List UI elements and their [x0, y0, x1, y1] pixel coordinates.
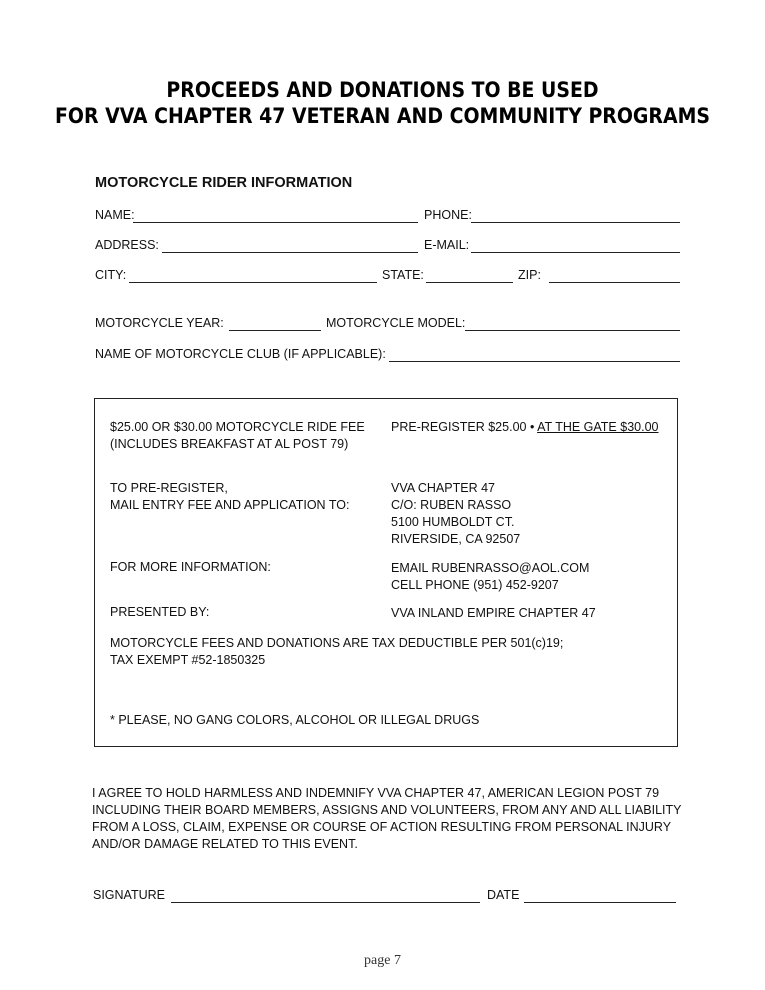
name-field[interactable] — [133, 208, 418, 223]
state-field[interactable] — [426, 268, 513, 283]
fee-line-2: (INCLUDES BREAKFAST AT AL POST 79) — [110, 437, 349, 451]
mail-address-2: C/O: RUBEN RASSO — [391, 498, 512, 512]
event-info-box — [94, 398, 678, 747]
email-label: E-MAIL: — [424, 238, 470, 252]
date-label: DATE — [487, 888, 520, 902]
year-label: MOTORCYCLE YEAR: — [95, 316, 224, 330]
presented-by-label: PRESENTED BY: — [110, 605, 210, 619]
city-state-zip-row — [0, 268, 765, 288]
city-field[interactable] — [129, 268, 377, 283]
year-model-row — [0, 316, 765, 336]
address-email-row — [0, 238, 765, 258]
page-number: page 7 — [364, 953, 401, 968]
name-label: NAME: — [95, 208, 135, 222]
model-label: MOTORCYCLE MODEL: — [326, 316, 466, 330]
email-field[interactable] — [471, 238, 680, 253]
name-phone-row — [0, 208, 765, 228]
more-info-label: FOR MORE INFORMATION: — [110, 560, 271, 574]
contact-phone: CELL PHONE (951) 452-9207 — [391, 578, 559, 592]
club-label: NAME OF MOTORCYCLE CLUB (IF APPLICABLE): — [95, 347, 386, 361]
contact-email: EMAIL RUBENRASSO@AOL.COM — [391, 561, 590, 575]
date-field[interactable] — [524, 888, 676, 903]
agreement-line-1: I AGREE TO HOLD HARMLESS AND INDEMNIFY VVA CHAPTER 47, AMERICAN LEGION POST 79 — [92, 786, 660, 800]
agreement-line-2: INCLUDING THEIR BOARD MEMBERS, ASSIGNS AND VOLUNTEERS, FROM ANY AND ALL LIABILITY — [92, 803, 682, 817]
price-line — [391, 419, 658, 436]
address-label: ADDRESS: — [95, 238, 159, 252]
title-line-1: PROCEEDS AND DONATIONS TO BE USED — [166, 78, 599, 102]
phone-field[interactable] — [471, 208, 680, 223]
address-field[interactable] — [162, 238, 418, 253]
signature-row — [0, 888, 765, 908]
agreement-line-3: FROM A LOSS, CLAIM, EXPENSE OR COURSE OF ACTION RESULTING FROM PERSONAL INJURY — [92, 820, 672, 834]
zip-field[interactable] — [549, 268, 680, 283]
state-label: STATE: — [382, 268, 424, 282]
mail-address-4: RIVERSIDE, CA 92507 — [391, 532, 521, 546]
tax-line-1: MOTORCYCLE FEES AND DONATIONS ARE TAX DEDUCTIBLE PER 501(c)19; — [110, 636, 564, 650]
title-line-2: FOR VVA CHAPTER 47 VETERAN AND COMMUNITY PROGRAMS — [55, 104, 710, 128]
mail-address-1: VVA CHAPTER 47 — [391, 481, 495, 495]
liability-agreement — [92, 785, 692, 853]
signature-label: SIGNATURE — [93, 888, 165, 902]
presenter: VVA INLAND EMPIRE CHAPTER 47 — [391, 606, 596, 620]
rider-info-heading: MOTORCYCLE RIDER INFORMATION — [95, 175, 353, 191]
signature-field[interactable] — [171, 888, 480, 903]
year-field[interactable] — [229, 316, 321, 331]
club-row — [0, 347, 765, 367]
club-field[interactable] — [389, 347, 680, 362]
page-title — [0, 77, 765, 129]
mail-line-1: TO PRE-REGISTER, — [110, 481, 228, 495]
fee-line-1: $25.00 OR $30.00 MOTORCYCLE RIDE FEE — [110, 420, 365, 434]
model-field[interactable] — [465, 316, 680, 331]
rules-note: * PLEASE, NO GANG COLORS, ALCOHOL OR ILLEGAL DRUGS — [110, 713, 480, 727]
mail-line-2: MAIL ENTRY FEE AND APPLICATION TO: — [110, 498, 350, 512]
tax-line-2: TAX EXEMPT #52-1850325 — [110, 653, 266, 667]
city-label: CITY: — [95, 268, 127, 282]
preregister-price: PRE-REGISTER $25.00 • — [391, 420, 535, 434]
zip-label: ZIP: — [518, 268, 541, 282]
phone-label: PHONE: — [424, 208, 472, 222]
agreement-line-4: AND/OR DAMAGE RELATED TO THIS EVENT. — [92, 837, 358, 851]
gate-price: AT THE GATE $30.00 — [537, 420, 659, 434]
mail-address-3: 5100 HUMBOLDT CT. — [391, 515, 515, 529]
